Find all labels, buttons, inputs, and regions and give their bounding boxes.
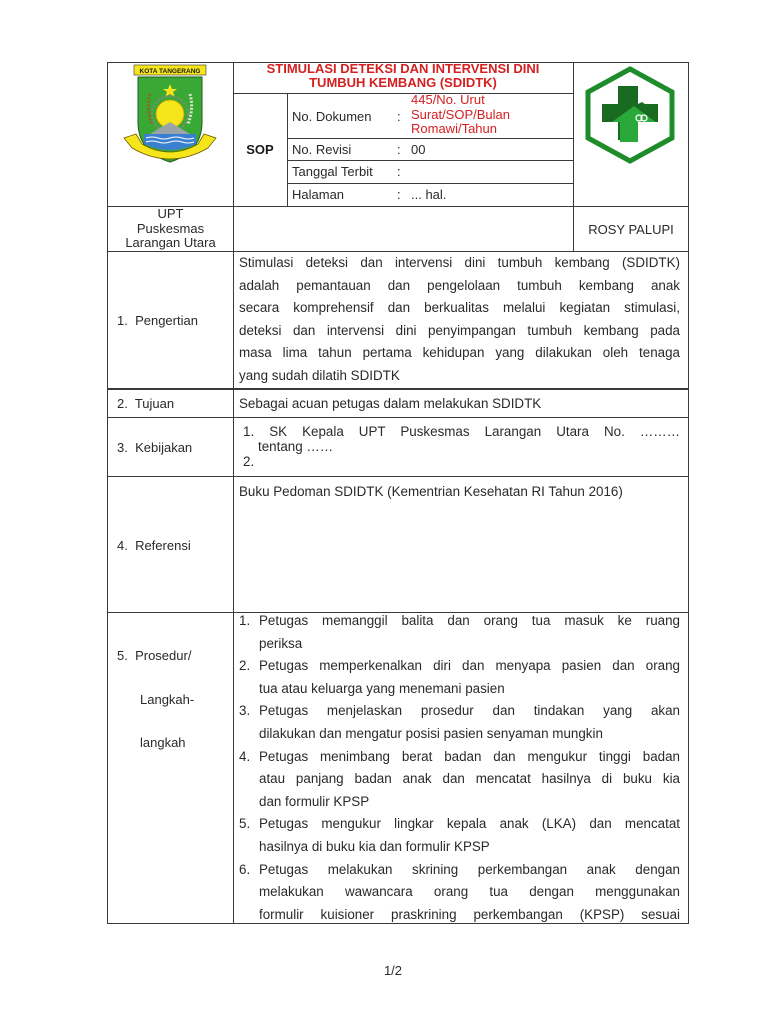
field-colon: :	[397, 164, 401, 179]
field-label-no-revisi: No. Revisi	[292, 142, 352, 157]
title-line-1: STIMULASI DETEKSI DAN INTERVENSI DINI	[266, 61, 540, 76]
divider-h-title	[233, 93, 574, 94]
prosedur-steps	[239, 610, 680, 926]
prosedur-step: 4. Petugas menimbang berat badan dan mengukur tinggi badan atau panjang badan anak dan mencatat hasilnya di buku kia dan formulir KPSP	[239, 746, 680, 814]
page-number: 1/2	[383, 963, 403, 978]
field-label-no-dokumen: No. Dokumen	[292, 109, 372, 124]
tujuan-text: Sebagai acuan petugas dalam melakukan SDIDTK	[239, 396, 542, 411]
field-colon: :	[397, 187, 401, 202]
prosedur-step: 5. Petugas mengukur lingkar kepala anak (LKA) dan mencatat hasilnya di buku kia dan formulir KPSP	[239, 813, 680, 858]
prosedur-step: 2. Petugas memperkenalkan diri dan menyapa pasien dan orang tua atau keluarga yang menemani pasien	[239, 655, 680, 700]
prosedur-step: 6. Petugas melakukan skrining perkembangan anak dengan melakukan wawancara orang tua dengan menggunakan formulir kuisioner praskrining perkembangan (KPSP) sesuai	[239, 859, 680, 927]
table-border-right	[688, 62, 689, 924]
step-number: 6.	[239, 861, 251, 877]
divider-h-dokumen	[287, 138, 574, 139]
step-number: 5.	[239, 816, 251, 832]
svg-text:KOTA TANGERANG: KOTA TANGERANG	[139, 68, 201, 75]
prosedur-step: 1. Petugas memanggil balita dan orang tua masuk ke ruang periksa	[239, 610, 680, 655]
kebijakan-item-1: 1. SK Kepala UPT Puskesmas Larangan Utara No. ………	[243, 424, 680, 439]
kota-tangerang-emblem	[120, 64, 220, 174]
divider-v-sop	[287, 93, 288, 206]
prosedur-step: 3. Petugas menjelaskan prosedur dan tindakan yang akan dilakukan dan mengatur posisi pasien senyaman mungkin	[239, 700, 680, 745]
field-value-no-revisi: 00	[411, 142, 426, 157]
section-label-prosedur: 5. Prosedur/ Langkah- langkah	[117, 648, 195, 750]
table-border-left	[107, 62, 108, 924]
kemenkes-logo	[582, 66, 678, 164]
divider-h-terbit	[287, 183, 574, 184]
step-number: 2.	[239, 658, 251, 674]
kebijakan-item-2: 2.	[243, 454, 255, 469]
divider-h-revisi	[287, 160, 574, 161]
title-line-2: TUMBUH KEMBANG (SDIDTK)	[309, 75, 497, 90]
step-number: 3.	[239, 703, 251, 719]
pengertian-text: Stimulasi deteksi dan intervensi dini tumbuh kembang (SDIDTK) adalah pemantauan dan pengelolaan tumbuh kembang anak secara komprehensif dan berkualitas melalui kegiatan stimulasi, deteksi dan intervensi dini penyimpangan tumbuh kembang pada masa lima tahun pertama kehidupan yang dilakukan oleh tenaga yang sudah dilatih SDIDTK	[239, 255, 680, 383]
divider-h-kebijakan	[107, 476, 689, 477]
document-title	[233, 62, 573, 90]
org-name: UPT Puskesmas Larangan Utara	[125, 206, 216, 250]
field-colon: :	[397, 109, 401, 124]
emblem-icon	[120, 64, 220, 174]
section-label-pengertian: 1. Pengertian	[117, 313, 198, 328]
sop-label: SOP	[246, 142, 274, 157]
health-cross-icon	[582, 66, 678, 164]
kebijakan-item-1-cont: tentang ……	[258, 439, 334, 454]
divider-h-pengertian	[107, 388, 689, 390]
field-value-halaman: ... hal.	[411, 187, 447, 202]
section-label-kebijakan: 3. Kebijakan	[117, 440, 193, 455]
step-number: 1.	[239, 613, 251, 628]
divider-h-tujuan	[107, 417, 689, 418]
section-label-referensi: 4. Referensi	[117, 538, 191, 553]
kebijakan-list	[243, 424, 680, 469]
step-number: 4.	[239, 748, 251, 764]
field-label-halaman: Halaman	[292, 187, 345, 202]
divider-v-logo	[233, 62, 234, 924]
signatory-name: ROSY PALUPI	[588, 222, 674, 237]
field-value-no-dokumen: 445/No. Urut Surat/SOP/Bulan Romawi/Tahun	[411, 92, 510, 136]
referensi-text: Buku Pedoman SDIDTK (Kementrian Kesehatan RI Tahun 2016)	[239, 484, 623, 499]
section-label-tujuan: 2. Tujuan	[117, 396, 175, 411]
field-label-tanggal-terbit: Tanggal Terbit	[292, 164, 373, 179]
field-colon: :	[397, 142, 401, 157]
